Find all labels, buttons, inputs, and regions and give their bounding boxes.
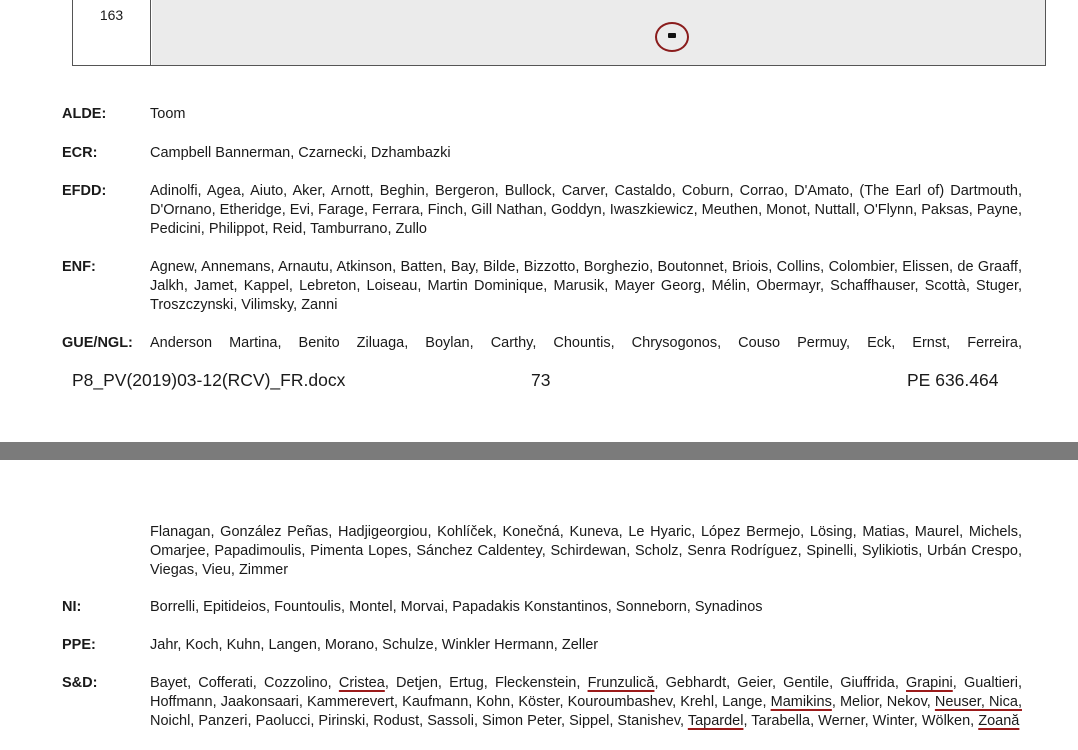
group-label: EFDD: [62, 183, 107, 199]
vote-table-row [72, 0, 1046, 66]
group-members: Agnew, Annemans, Arnautu, Atkinson, Batten, Bay, Bilde, Bizzotto, Borghezio, Boutonnet, Briois, Collins, Colombier, Elissen, de Graaff, Jalkh, Jamet, Kappel, Lebreton, Loiseau, Martin Dominique, Marusik, Mayer Georg, Mélin, Obermayr, Schaffhauser, Scottà, Stuger, Troszczynski, Vilimsky, Zanni [150, 259, 1022, 313]
group-members: Jahr, Koch, Kuhn, Langen, Morano, Schulze, Winkler Hermann, Zeller [150, 637, 599, 653]
group-members: Toom [150, 106, 186, 122]
underlined-name: Cristea [338, 675, 385, 691]
names-segment: , Tarabella, Werner, Winter, Wölken, [743, 713, 979, 729]
names-segment: Noichl, Panzeri, Paolucci, Pirinski, Rodust, Sassoli, Simon Peter, Sippel, Stanishev, [150, 713, 688, 729]
underlined-name: Frunzulică [587, 675, 655, 691]
group-label: NI: [62, 599, 82, 615]
shaded-cell [152, 0, 1045, 65]
group-label: ECR: [62, 145, 98, 161]
group-members: Borrelli, Epitideios, Fountoulis, Montel, Morvai, Papadakis Konstantinos, Sonneborn, Synadinos [150, 599, 763, 615]
footer-filename: P8_PV(2019)03-12(RCV)_FR.docx [72, 370, 346, 390]
underlined-name: Tapardel [687, 713, 744, 729]
underlined-name: Zoană [978, 713, 1020, 729]
names-segment: Bayet, Cofferati, Cozzolino, [150, 675, 339, 691]
group-members: Anderson Martina, Benito Ziluaga, Boylan, Carthy, Chountis, Chrysogonos, Couso Permuy, Eck, Ernst, Ferreira, [150, 335, 1022, 351]
names-segment: , Detjen, Ertug, Fleckenstein, [384, 675, 588, 691]
group-members: Flanagan, González Peñas, Hadjigeorgiou, Kohlíček, Konečná, Kuneva, Le Hyaric, López Bermejo, Lösing, Matias, Maurel, Michels, Omarjee, Papadimoulis, Pimenta Lopes, Sánchez Caldentey, Schirdewan, Scholz, Senra Rodríguez, Spinelli, Sylikiotis, Urbán Crespo, Viegas, Vieu, Zimmer [150, 524, 1022, 578]
page-separator [0, 442, 1078, 460]
document-page-74 [0, 460, 1078, 750]
underlined-name: Mamikins [770, 694, 832, 710]
names-segment: , Gualtieri, Hoffmann, Jaakonsaari, Kammerevert, Kaufmann, Kohn, Köster, Kouroumbashev, Krehl, Lange, [150, 675, 1022, 710]
footer-page-number: 73 [531, 370, 551, 390]
footer-reference: PE 636.464 [907, 370, 999, 390]
group-label: GUE/NGL: [62, 335, 133, 351]
underlined-name: Neuser, Nica, [934, 694, 1022, 710]
group-label: S&D: [62, 675, 98, 691]
group-members: Campbell Bannerman, Czarnecki, Dzhambazki [150, 145, 451, 161]
group-members [150, 674, 1022, 731]
names-segment: , Melior, Nekov, [831, 694, 935, 710]
group-label: ALDE: [62, 106, 107, 122]
names-segment: , Gebhardt, Geier, Gentile, Giuffrida, [654, 675, 907, 691]
group-members: Adinolfi, Agea, Aiuto, Aker, Arnott, Beghin, Bergeron, Bullock, Carver, Castaldo, Coburn, Corrao, D'Amato, (The Earl of) Dartmouth, D'Ornano, Etheridge, Evi, Farage, Ferrara, Finch, Gill Nathan, Goddyn, Iwaszkiewicz, Meuthen, Monot, Nuttall, O'Flynn, Paksas, Payne, Pedicini, Philippot, Reid, Tamburrano, Zullo [150, 183, 1022, 237]
underlined-name: Grapini [906, 675, 953, 691]
row-number: 163 [73, 0, 151, 65]
group-label: ENF: [62, 259, 96, 275]
group-label: PPE: [62, 637, 96, 653]
minus-mark [668, 33, 676, 38]
